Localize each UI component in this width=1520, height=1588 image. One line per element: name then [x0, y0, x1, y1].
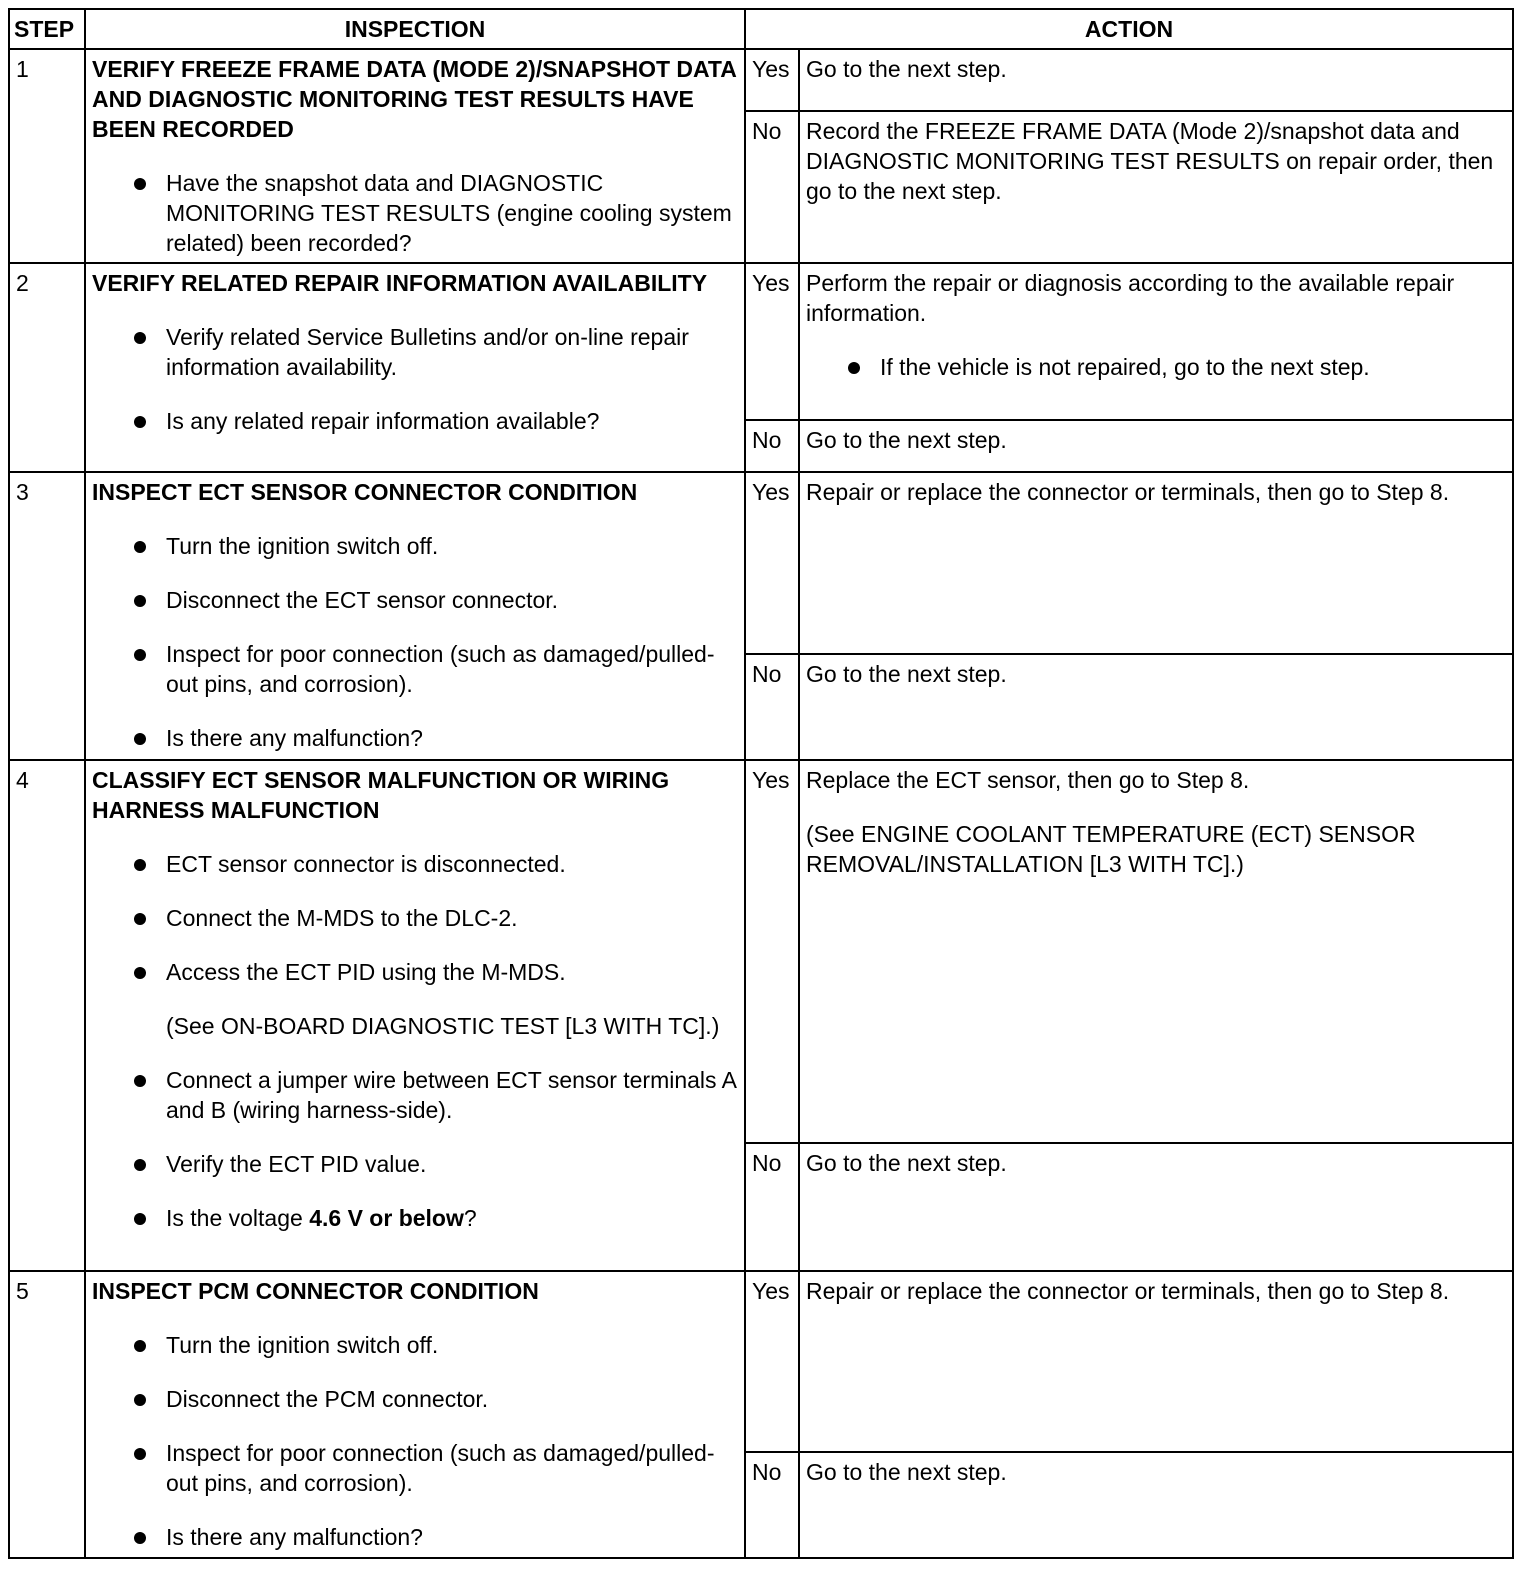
step-3-row-yes — [9, 472, 1513, 654]
bullet-item — [166, 322, 738, 382]
bullet-text: Turn the ignition switch off. — [166, 533, 439, 559]
yes-action-cell — [799, 263, 1513, 420]
step-header: STEP — [9, 9, 85, 49]
bullet-text: Verify the ECT PID value. — [166, 1151, 427, 1177]
step-number: 1 — [9, 49, 85, 263]
action-header: ACTION — [745, 9, 1513, 49]
bullet-dot-icon — [134, 913, 146, 925]
reference-note: (See ON-BOARD DIAGNOSTIC TEST [L3 WITH TC].) — [166, 1013, 720, 1039]
bullet-dot-icon — [848, 362, 860, 374]
yes-action: Repair or replace the connector or terminals, then go to Step 8. — [799, 472, 1513, 654]
bullet-item — [166, 1149, 738, 1179]
bullet-dot-icon — [134, 1213, 146, 1225]
inspection-bullets — [92, 849, 738, 987]
yes-label: Yes — [745, 263, 799, 420]
bullet-text: Inspect for poor connection (such as damaged/pulled-out pins, and corrosion). — [166, 1440, 715, 1496]
bullet-dot-icon — [134, 649, 146, 661]
inspection-cell — [85, 760, 745, 1271]
bullet-item — [166, 168, 738, 258]
yes-action: Perform the repair or diagnosis according to the available repair information. — [806, 270, 1455, 326]
yes-action-cell — [799, 760, 1513, 1143]
yes-label: Yes — [745, 49, 799, 111]
step-5-row-yes — [9, 1271, 1513, 1452]
inspection-bullets — [92, 1065, 738, 1233]
no-label: No — [745, 654, 799, 760]
inspection-bullets — [92, 322, 738, 436]
bullet-text: Connect the M-MDS to the DLC-2. — [166, 905, 518, 931]
bullet-text: Is there any malfunction? — [166, 725, 423, 751]
bullet-item — [166, 585, 738, 615]
bullet-text: Disconnect the PCM connector. — [166, 1386, 489, 1412]
bullet-dot-icon — [134, 595, 146, 607]
inspection-title: INSPECT ECT SENSOR CONNECTOR CONDITION — [92, 479, 638, 505]
bullet-text: If the vehicle is not repaired, go to the next step. — [880, 354, 1370, 380]
yes-action: Replace the ECT sensor, then go to Step 8. — [806, 767, 1250, 793]
no-label: No — [745, 1452, 799, 1558]
no-label: No — [745, 111, 799, 263]
no-action: Go to the next step. — [799, 1143, 1513, 1271]
bullet-dot-icon — [134, 733, 146, 745]
bullet-item — [880, 352, 1506, 382]
step-number: 3 — [9, 472, 85, 760]
bullet-text: Access the ECT PID using the M-MDS. — [166, 959, 566, 985]
bullet-text: Turn the ignition switch off. — [166, 1332, 439, 1358]
bullet-dot-icon — [134, 1394, 146, 1406]
bullet-text: ? — [463, 1205, 477, 1231]
bullet-text: Connect a jumper wire between ECT sensor terminals A and B (wiring harness-side). — [166, 1067, 736, 1123]
bullet-text: Have the snapshot data and DIAGNOSTIC MONITORING TEST RESULTS (engine cooling system related) been recorded? — [166, 170, 732, 256]
inspection-bullets — [92, 1330, 738, 1552]
bullet-text: Disconnect the ECT sensor connector. — [166, 587, 559, 613]
no-action: Record the FREEZE FRAME DATA (Mode 2)/snapshot data and DIAGNOSTIC MONITORING TEST RESULTS on repair order, then go to the next step. — [799, 111, 1513, 263]
bullet-item — [166, 531, 738, 561]
yes-label: Yes — [745, 472, 799, 654]
bullet-text: Is there any malfunction? — [166, 1524, 423, 1550]
bullet-text: Is any related repair information available? — [166, 408, 600, 434]
bullet-text: Inspect for poor connection (such as damaged/pulled-out pins, and corrosion). — [166, 641, 715, 697]
inspection-bullets — [92, 531, 738, 753]
inspection-cell — [85, 1271, 745, 1558]
inspection-cell — [85, 49, 745, 263]
bullet-item — [166, 903, 738, 933]
bullet-text: Is the voltage — [166, 1205, 310, 1231]
bullet-dot-icon — [134, 416, 146, 428]
bullet-item — [166, 1522, 738, 1552]
bullet-item — [166, 957, 738, 987]
bullet-item — [166, 1384, 738, 1414]
inspection-title: VERIFY FREEZE FRAME DATA (MODE 2)/SNAPSHOT DATA AND DIAGNOSTIC MONITORING TEST RESULTS HAVE BEEN RECORDED — [92, 56, 737, 142]
inspection-title: CLASSIFY ECT SENSOR MALFUNCTION OR WIRING HARNESS MALFUNCTION — [92, 767, 670, 823]
bullet-item — [166, 849, 738, 879]
bullet-text: Verify related Service Bulletins and/or on-line repair information availability. — [166, 324, 689, 380]
yes-action: Go to the next step. — [799, 49, 1513, 111]
no-action: Go to the next step. — [799, 654, 1513, 760]
inspection-cell — [85, 472, 745, 760]
no-action: Go to the next step. — [799, 420, 1513, 472]
yes-label: Yes — [745, 760, 799, 1143]
step-4-row-yes — [9, 760, 1513, 1143]
bullet-item — [166, 639, 738, 699]
step-2-row-yes — [9, 263, 1513, 420]
bullet-item — [166, 1203, 738, 1233]
step-1-row-yes — [9, 49, 1513, 111]
inspection-title: INSPECT PCM CONNECTOR CONDITION — [92, 1278, 539, 1304]
bullet-item — [166, 1065, 738, 1125]
inspection-header: INSPECTION — [85, 9, 745, 49]
bullet-dot-icon — [134, 1532, 146, 1544]
bullet-dot-icon — [134, 332, 146, 344]
yes-action-reference: (See ENGINE COOLANT TEMPERATURE (ECT) SENSOR REMOVAL/INSTALLATION [L3 WITH TC].) — [806, 821, 1416, 877]
yes-action: Repair or replace the connector or terminals, then go to Step 8. — [799, 1271, 1513, 1452]
no-action: Go to the next step. — [799, 1452, 1513, 1558]
step-number: 4 — [9, 760, 85, 1271]
bullet-text-bold: 4.6 V or below — [309, 1205, 464, 1231]
header-row — [9, 9, 1513, 49]
step-number: 2 — [9, 263, 85, 472]
bullet-text: ECT sensor connector is disconnected. — [166, 851, 566, 877]
diagnostic-table — [8, 8, 1514, 1559]
step-number: 5 — [9, 1271, 85, 1558]
bullet-item — [166, 406, 738, 436]
bullet-dot-icon — [134, 1448, 146, 1460]
no-label: No — [745, 1143, 799, 1271]
inspection-bullets — [92, 168, 738, 258]
inspection-cell — [85, 263, 745, 472]
bullet-item — [166, 723, 738, 753]
yes-label: Yes — [745, 1271, 799, 1452]
bullet-dot-icon — [134, 967, 146, 979]
inspection-title: VERIFY RELATED REPAIR INFORMATION AVAILABILITY — [92, 270, 708, 296]
no-label: No — [745, 420, 799, 472]
bullet-dot-icon — [134, 1340, 146, 1352]
bullet-dot-icon — [134, 1159, 146, 1171]
bullet-dot-icon — [134, 541, 146, 553]
bullet-dot-icon — [134, 859, 146, 871]
bullet-item — [166, 1438, 738, 1498]
bullet-dot-icon — [134, 178, 146, 190]
bullet-item — [166, 1330, 738, 1360]
action-bullets — [806, 352, 1506, 382]
bullet-dot-icon — [134, 1075, 146, 1087]
